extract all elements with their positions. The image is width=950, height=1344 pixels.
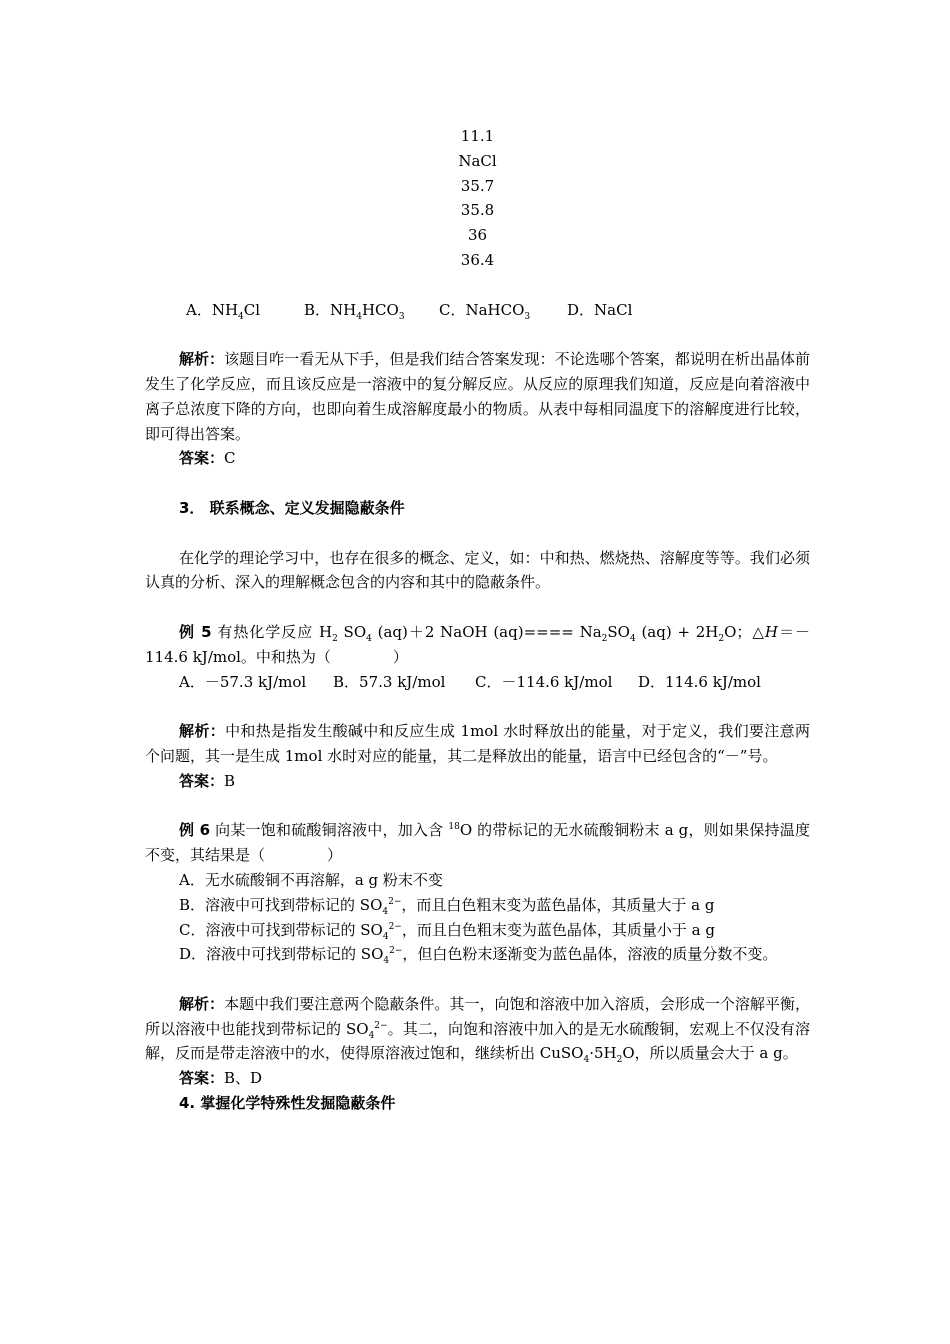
example-6-analysis: 解析：本题中我们要注意两个隐蔽条件。其一，向饱和溶液中加入溶质，会形成一个溶解平衡，所以溶液中也能找到带标记的 $SO_4^{2-}$。其二，向饱和溶液中加入的是无水硫酸铜，宏观上不仅没有溶解，反而是带走溶液中的水，使得原溶液过饱和，继续析出 $CuSO_4\cdot 5H_2O$，所以质量会大于 a g。 — [145, 994, 810, 1066]
example-5-stem: 例 5 有热化学反应 $H_2$ $SO_4$ (aq)＋2 NaOH $(aq)==== Na_2SO_4$ $(aq) + 2H_2O$；△H＝－114.6 kJ/mol。中和热为（ ） — [145, 622, 810, 666]
option-c: C．－114.6 kJ/mol — [475, 672, 613, 691]
option-d: D．114.6 kJ/mol — [638, 672, 761, 691]
option-d: D．NaCl — [567, 300, 633, 319]
example-6-answer: 答案：B、D — [179, 1069, 263, 1088]
option-a: A．－57.3 kJ/mol — [179, 672, 307, 691]
table-cell: 36.4 — [460, 250, 495, 269]
example-6-option-c: C．溶液中可找到带标记的 $SO_4^{2-}$，而且白色粗末变为蓝色晶体，其质量小于 a g — [179, 920, 715, 942]
example-6-stem: 例 6 向某一饱和硫酸铜溶液中，加入含 $^{18}$O 的带标记的无水硫酸铜粉末 a g，则如果保持温度不变，其结果是（ ） — [145, 821, 810, 865]
table-cell: 35.7 — [460, 176, 495, 195]
example-5-answer: 答案：B — [179, 771, 236, 790]
section-3-heading: 3． 联系概念、定义发掘隐蔽条件 — [179, 498, 405, 517]
q4-options — [145, 298, 810, 323]
example-5-options — [145, 670, 810, 695]
option-b: B．57.3 kJ/mol — [333, 672, 446, 691]
table-cell: NaCl — [458, 151, 497, 170]
table-cell: 36 — [467, 226, 488, 245]
q4-answer: 答案：C — [179, 449, 236, 468]
example-6-option-a: A．无水硫酸铜不再溶解，a g 粉末不变 — [179, 870, 443, 889]
q4-analysis: 解析：该题目咋一看无从下手，但是我们结合答案发现：不论选哪个答案，都说明在析出晶体前发生了化学反应，而且该反应是一溶液中的复分解反应。从反应的原理我们知道，反应是向着溶液中离子总浓度下降的方向，也即向着生成溶解度最小的物质。从表中每相同温度下的溶解度进行比较，即可得出答案。 — [145, 350, 810, 443]
example-5-analysis: 解析：中和热是指发生酸碱中和反应生成 1mol 水时释放出的能量，对于定义，我们要注意两个问题，其一是生成 1mol 水时对应的能量，其二是释放出的能量，语言中已经包含的“－”号。 — [145, 722, 810, 765]
option-c: C．NaHCO$_3$ — [439, 300, 531, 322]
example-6-option-d: D．溶液中可找到带标记的 $SO_4^{2-}$，但白色粉末逐渐变为蓝色晶体，溶液的质量分数不变。 — [179, 945, 778, 967]
section-3-intro: 在化学的理论学习中，也存在很多的概念、定义，如：中和热、燃烧热、溶解度等等。我们必须认真的分析、深入的理解概念包含的内容和其中的隐蔽条件。 — [145, 548, 810, 592]
option-b: B．$NH_4HCO_3$ — [304, 300, 405, 322]
table-cell: 11.1 — [460, 127, 495, 145]
section-4-heading: 4. 掌握化学特殊性发掘隐蔽条件 — [179, 1094, 396, 1113]
table-tail — [145, 124, 810, 273]
example-6-option-b: B．溶液中可找到带标记的 $SO_4^{2-}$，而且白色粗末变为蓝色晶体，其质量大于 a g — [179, 895, 715, 917]
document-page — [145, 124, 810, 1116]
table-cell: 35.8 — [460, 201, 495, 220]
option-a: A．$NH_4Cl$ — [186, 300, 261, 322]
